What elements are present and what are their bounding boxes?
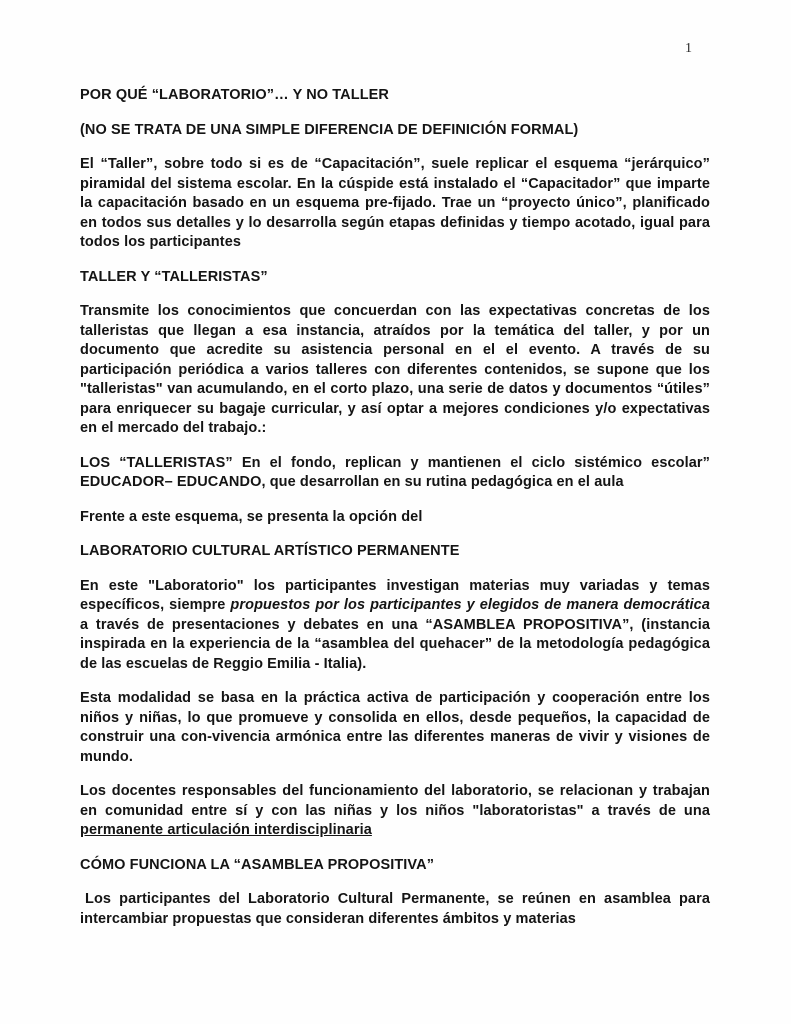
page-number: 1 [685, 41, 692, 56]
paragraph-los-docentes [80, 782, 710, 841]
paragraph-frente-a-este-esquema: Frente a este esquema, se presenta la opción del [80, 508, 423, 525]
paragraph-los-docentes-text: Los docentes responsables del funcionamiento del laboratorio, se relacionan y trabajan en comunidad entre sí y con las niñas y los niños "laboratoristas" a través de una [80, 783, 710, 819]
paragraph-esta-modalidad: Esta modalidad se basa en la práctica activa de participación y cooperación entre los niños y niñas, lo que promueve y consolida en ellos, desde pequeños, la capacidad de construir una con-vivencia armónica entre las diferentes maneras de vivir y visiones de mundo. [80, 690, 710, 765]
paragraph-los-participantes: Los participantes del Laboratorio Cultural Permanente, se reúnen en asamblea para intercambiar propuestas que consideran diferentes ámbitos y materias [80, 891, 710, 927]
document-content [80, 86, 710, 944]
paragraph-en-este-laboratorio-italic-text: propuestos por los participantes y elegidos de manera democrática [230, 597, 710, 613]
paragraph-en-este-laboratorio-text: En este "Laboratorio" los participantes investigan materias muy variadas y temas específicos, siempre [80, 577, 710, 613]
paragraph-los-talleristas: LOS “TALLERISTAS” En el fondo, replican y mantienen el ciclo sistémico escolar” EDUCADOR– EDUCANDO, que desarrollan en su rutina pedagógica en el aula [80, 454, 710, 490]
heading-como-funciona-asamblea: CÓMO FUNCIONA LA “ASAMBLEA PROPOSITIVA” [80, 856, 435, 873]
paragraph-en-este-laboratorio-text-end: a través de presentaciones y debates en una “ASAMBLEA PROPOSITIVA”, (instancia inspirada en la experiencia de la “asamblea del quehacer” de la metodología pedagógica de las escuelas de Reggio Emilia - Italia). [80, 616, 710, 672]
heading-laboratorio-cultural: LABORATORIO CULTURAL ARTÍSTICO PERMANENTE [80, 543, 460, 559]
heading-taller-y-talleristas: TALLER Y “TALLERISTAS” [80, 268, 268, 285]
paragraph-en-este-laboratorio [80, 577, 710, 675]
paragraph-el-taller: El “Taller”, sobre todo si es de “Capacitación”, suele replicar el esquema “jerárquico” piramidal del sistema escolar. En la cúspide está instalado el “Capacitador” que imparte la capacitación basado en un esquema pre-fijado. Trae un “proyecto único”, planificado en todos sus detalles y lo desarrolla según etapas definidas y tiempo acotado, igual para todos los participantes [80, 156, 710, 250]
paragraph-transmite: Transmite los conocimientos que concuerdan con las expectativas concretas de los talleristas que llegan a esa instancia, atraídos por la temática del taller, y por un documento que acredite su asistencia personal en el el evento. A través de su participación periódica a varios talleres con diferentes contenidos, se supone que los "talleristas" van acumulando, en el corto plazo, una serie de datos y documentos “útiles” para enriquecer su bagaje curricular, y así optar a mejores condiciones y/o expectativas en el mercado del trabajo.: [80, 303, 710, 436]
paragraph-los-docentes-underlined-text: permanente articulación interdisciplinaria [80, 822, 372, 838]
heading-subtitle: (NO SE TRATA DE UNA SIMPLE DIFERENCIA DE DEFINICIÓN FORMAL) [80, 121, 579, 138]
heading-title: POR QUÉ “LABORATORIO”… Y NO TALLER [80, 87, 389, 103]
